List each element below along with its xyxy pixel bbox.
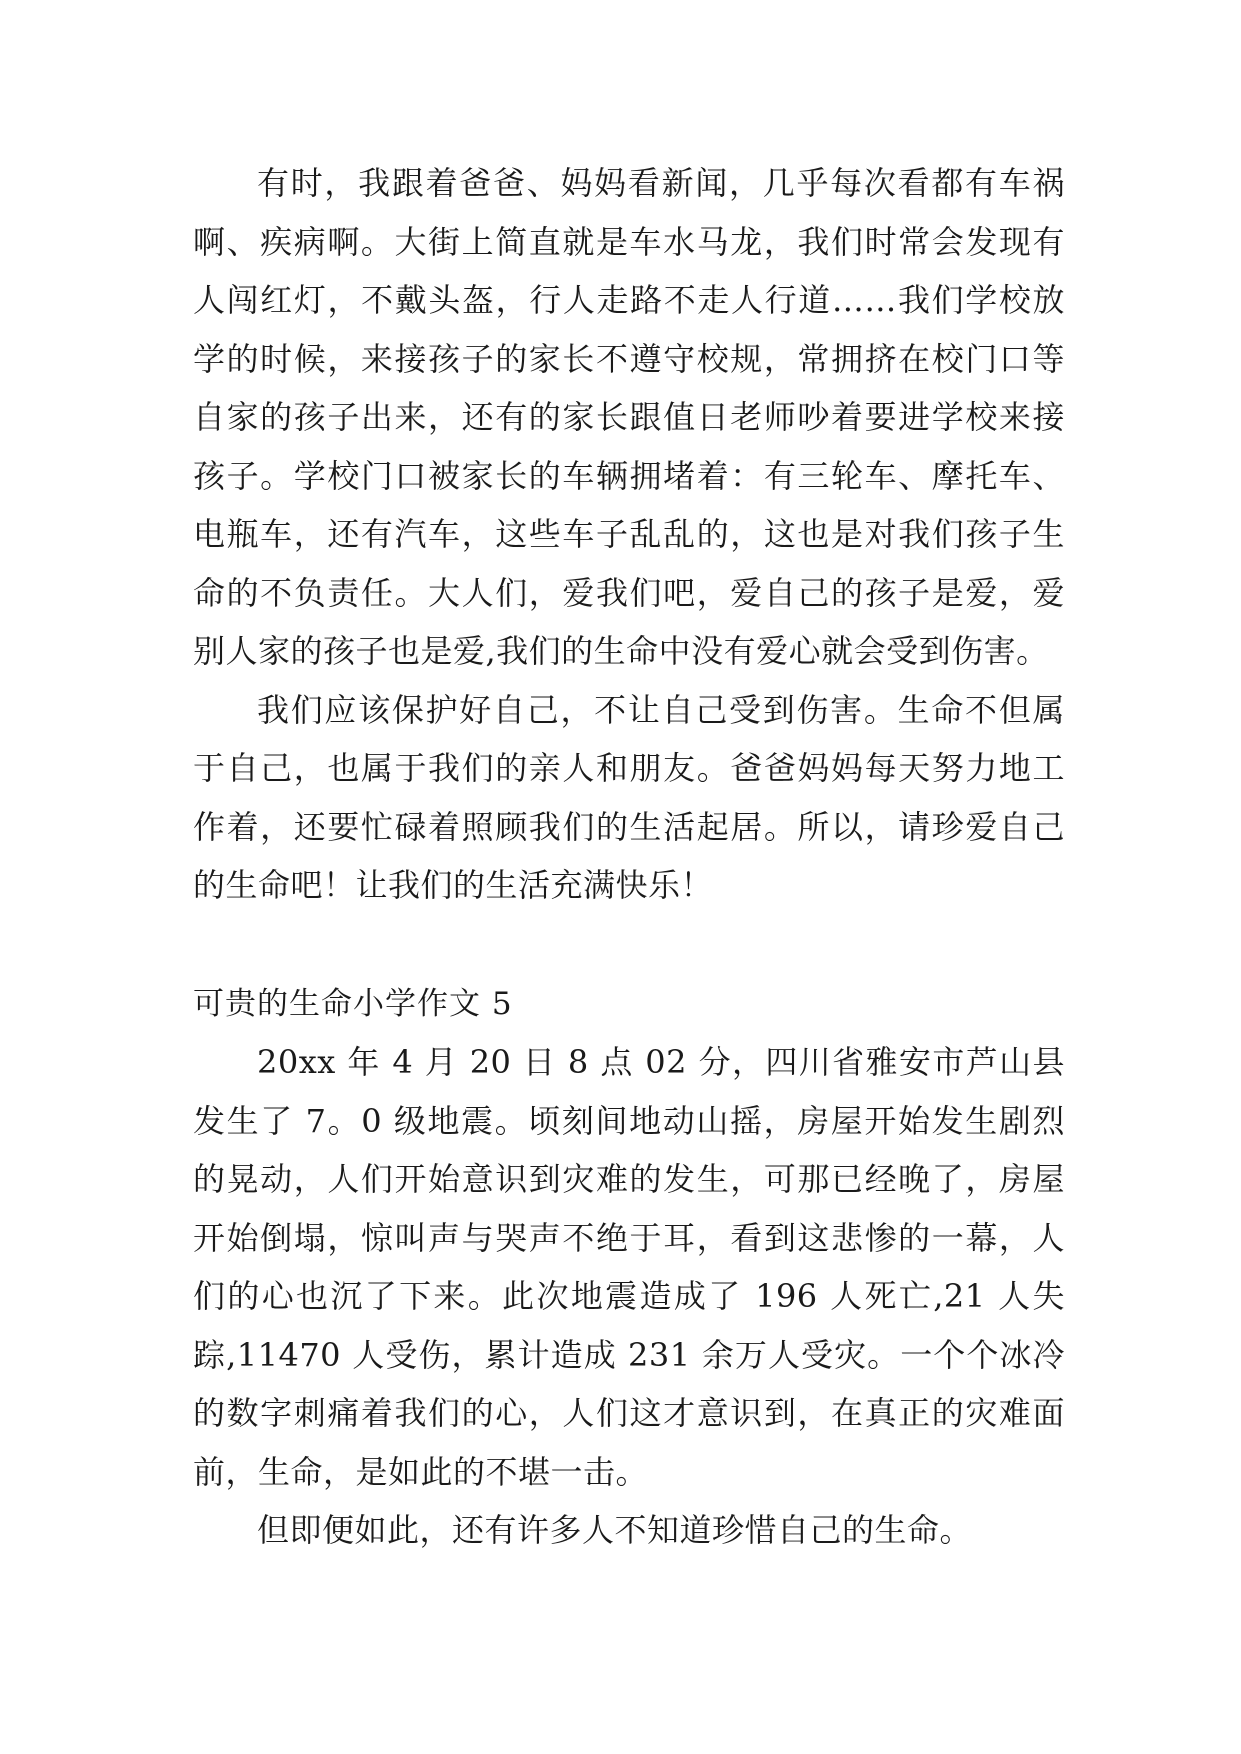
document-body bbox=[193, 154, 1065, 1560]
paragraph-conclusion: 但即便如此，还有许多人不知道珍惜自己的生命。 bbox=[257, 1511, 973, 1549]
paragraph-earthquake: 20xx 年 4 月 20 日 8 点 02 分，四川省雅安市芦山县发生了 7。0 级地震。顷刻间地动山摇，房屋开始发生剧烈的晃动，人们开始意识到灾难的发生，可那已经晚了，房屋开始倒塌，惊叫声与哭声不绝于耳，看到这悲惨的一幕，人们的心也沉了下来。此次地震造成了 196 人死亡,21 人失踪,11470 人受伤，累计造成 231 余万人受灾。一个个冰冷的数字刺痛着我们的心，人们这才意识到，在真正的灾难面前，生命，是如此的不堪一击。 bbox=[193, 1043, 1065, 1491]
section-title: 可贵的生命小学作文 5 bbox=[193, 985, 513, 1022]
paragraph-protect-yourself: 我们应该保护好自己，不让自己受到伤害。生命不但属于自己，也属于我们的亲人和朋友。爸爸妈妈每天努力地工作着，还要忙碌着照顾我们的生活起居。所以，请珍爱自己的生命吧！让我们的生活充满快乐！ bbox=[193, 690, 1065, 904]
paragraph-traffic: 有时，我跟着爸爸、妈妈看新闻，几乎每次看都有车祸啊、疾病啊。大街上简直就是车水马龙，我们时常会发现有人闯红灯，不戴头盔，行人走路不走人行道……我们学校放学的时候，来接孩子的家长不遵守校规，常拥挤在校门口等自家的孩子出来，还有的家长跟值日老师吵着要进学校来接孩子。学校门口被家长的车辆拥堵着：有三轮车、摩托车、电瓶车，还有汽车，这些车子乱乱的，这也是对我们孩子生命的不负责任。大人们，爱我们吧，爱自己的孩子是爱，爱别人家的孩子也是爱,我们的生命中没有爱心就会受到伤害。 bbox=[193, 164, 1065, 670]
